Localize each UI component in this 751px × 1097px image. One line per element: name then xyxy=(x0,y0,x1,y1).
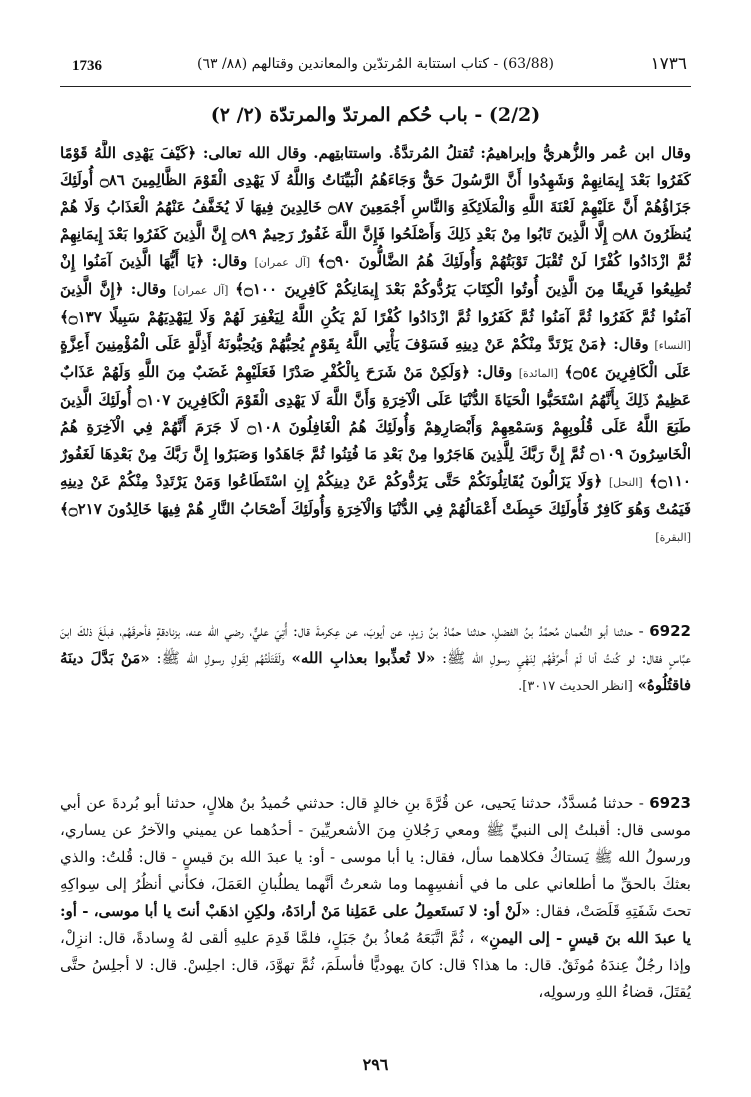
hadith-text: ، ثُمَّ اتَّبَعَهُ مُعاذُ بنُ جَبَلٍ، فلمَّا قَدِمَ عليهِ ألقى لهُ وِسادةً، قال: انزِلْ، وإذا رجُلٌ عِندَهُ مُوثَقٌ. قال: ما هذا؟ قال: كانَ يهوديًّا فأسلَمَ، ثُمَّ تهوَّدَ، قال: اجلِسْ. قال: لا أجلِسُ حتَّى يُقتَلَ، قضاءُ اللهِ ورسولِه، xyxy=(60,929,691,1001)
hadith-number: 6923 xyxy=(649,794,691,812)
intro-paragraph-5: وقال: ﴿وَلَكِنْ مَنْ شَرَحَ بِالْكُفْرِ صَدْرًا فَعَلَيْهِمْ غَضَبٌ مِنَ اللَّهِ وَلَهُمْ عَذَابٌ عَظِيمٌ ذَلِكَ بِأَنَّهُمُ اسْتَحَبُّوا الْحَيَاةَ الدُّنْيَا عَلَى الْآخِرَةِ وَأَنَّ اللَّهَ لَا يَهْدِى الْقَوْمَ الْكَافِرِينَ ۝١٠٧ أُولَئِكَ الَّذِينَ طَبَعَ اللَّهُ عَلَى قُلُوبِهِمْ وَسَمْعِهِمْ وَأَبْصَارِهِمْ وَأُولَئِكَ هُمُ الْغَافِلُونَ ۝١٠٨ لَا جَرَمَ أَنَّهُمْ فِي الْآخِرَةِ هُمُ الْخَاسِرُونَ ۝١٠٩ ثُمَّ إِنَّ رَبَّكَ لِلَّذِينَ هَاجَرُوا مِنْ بَعْدِ مَا فُتِنُوا ثُمَّ جَاهَدُوا وَصَبَرُوا إِنَّ رَبَّكَ مِنْ بَعْدِهَا لَغَفُورٌ ۝١١٠﴾ xyxy=(60,363,691,490)
quran-reference: [المائدة] xyxy=(518,367,559,380)
intro-paragraph-1: وقال ابن عُمر والزُّهريُّ وإبراهيمُ: تُقتلُ المُرتدَّةُ. واستتابتِهم. وقال الله تعالى: ﴿كَيْفَ يَهْدِى اللَّهُ قَوْمًا كَفَرُوا بَعْدَ إِيمَانِهِمْ وَشَهِدُوا أَنَّ الرَّسُولَ حَقٌّ وَجَاءَهُمُ الْبَيِّنَاتُ وَاللَّهُ لَا يَهْدِى الْقَوْمَ الظَّالِمِينَ ۝٨٦ أُولَئِكَ جَزَاؤُهُمْ أَنَّ عَلَيْهِمْ لَعْنَةَ اللَّهِ وَالْمَلَائِكَةِ وَالنَّاسِ أَجْمَعِينَ ۝٨٧ خَالِدِينَ فِيهَا لَا يُخَفَّفُ عَنْهُمُ الْعَذَابُ وَلَا هُمْ يُنظَرُونَ ۝٨٨ إِلَّا الَّذِينَ تَابُوا مِنْ بَعْدِ ذَلِكَ وَأَصْلَحُوا فَإِنَّ اللَّهَ غَفُورٌ رَحِيمٌ ۝٨٩ إِنَّ الَّذِينَ كَفَرُوا بَعْدَ إِيمَانِهِمْ ثُمَّ ازْدَادُوا كُفْرًا لَنْ تُقْبَلَ تَوْبَتُهُمْ وَأُولَئِكَ هُمُ الضَّالُّونَ ۝٩٠﴾ xyxy=(60,144,691,270)
running-header xyxy=(60,52,691,82)
chapter-intro xyxy=(60,140,691,610)
intro-paragraph-3: وقال: ﴿إِنَّ الَّذِينَ آمَنُوا ثُمَّ كَفَرُوا ثُمَّ آمَنُوا ثُمَّ كَفَرُوا ثُمَّ ازْدَادُوا كُفْرًا لَمْ يَكُنِ اللَّهُ لِيَغْفِرَ لَهُمْ وَلَا لِيَهْدِيَهُمْ سَبِيلًا ۝١٣٧﴾ xyxy=(60,280,691,326)
quran-reference: [آل عمران] xyxy=(173,284,229,297)
intro-paragraph-4: وقال: ﴿مَنْ يَرْتَدَّ مِنْكُمْ عَنْ دِينِهِ فَسَوْفَ يَأْتِي اللَّهُ بِقَوْمٍ يُحِبُّهُمْ وَيُحِبُّونَهُ أَذِلَّةٍ عَلَى الْمُؤْمِنِينَ أَعِزَّةٍ عَلَى الْكَافِرِينَ ۝٥٤﴾ xyxy=(60,335,691,381)
hadith-6922 xyxy=(60,618,691,770)
hadith-cross-reference: [انظر الحديث ٣٠١٧]. xyxy=(518,679,633,694)
intro-paragraph-2: وقال: ﴿يَا أَيُّهَا الَّذِينَ آمَنُوا إِنْ تُطِيعُوا فَرِيقًا مِنَ الَّذِينَ أُوتُوا الْكِتَابَ يَرُدُّوكُمْ بَعْدَ إِيمَانِكُمْ كَافِرِينَ ۝١٠٠﴾ xyxy=(60,252,691,298)
quran-reference: [النحل] xyxy=(608,476,643,489)
hadith-quote: «مَنْ بَدَّلَ دينَهُ فاقتُلُوهُ» xyxy=(60,649,691,694)
hadith-quote: «لَنْ أو: لا نَستَعمِلُ على عَمَلِنا مَنْ أرادَهُ، ولكِنِ اذهَبْ أنتَ يا أبا موسى، - أو: يا عبدَ الله بنَ قيسٍ - إلى اليمنِ» xyxy=(60,902,691,947)
running-title: (63/88) - كتاب استتابة المُرتدّين والمعاندين وقتالهم (٨٨/ ٦٣) xyxy=(196,56,555,72)
footer-page-number: ٢٩٦ xyxy=(362,1055,389,1074)
quran-reference: [البقرة] xyxy=(655,531,691,544)
page-number-arabic: ١٧٣٦ xyxy=(650,54,687,74)
hadith-text: - حدثنا مُسدَّدٌ، حدثنا يَحيى، عن قُرَّةَ بنِ خالدٍ قال: حدثني حُميدُ بنُ هلالٍ، حدثنا أبو بُردةَ عن أبي موسى قال: أقبلتُ إلى النبيِّ ﷺ ومعي رَجُلانِ مِنَ الأشعريِّينَ - أحدُهما عن يميني والآخرُ عن يساري، ورسولُ الله ﷺ يَستاكُ فكلاهما سأل، فقال: يا أبا موسى - أو: يا عبدَ الله بنَ قيسٍ - قال: قُلتُ: والذي بعثكَ بالحقِّ ما أطلعاني على ما في أنفسِهِما وما شعرتُ أنَّهما يطلُبانِ العَمَلَ، فكأني أنظُرُ إلى سِواكِهِ تحتَ شَفَتِهِ قَلَصَتْ، فقال: xyxy=(60,794,691,920)
quran-reference: [آل عمران] xyxy=(254,256,311,269)
header-divider xyxy=(60,86,691,87)
chapter-title: (2/2) - باب حُكم المرتدّ والمرتدّة (٢/ ٢) xyxy=(210,104,541,126)
quran-reference: [النساء] xyxy=(654,339,691,352)
hadith-number: 6922 xyxy=(649,622,691,640)
hadith-6923 xyxy=(60,790,691,1040)
hadith-text: - حدثنا أبو النُّعمان مُحمَّدُ بنُ الفضلِ، حدثنا حمَّادُ بنُ زيدٍ، عن أيوبَ، عن عِكرمةَ قال: أُتِيَ عليٌّ، رضي الله عنه، بزنادقةٍ فأحرقَهُم، فبلَغَ ذلكَ ابنَ عبَّاسٍ فقال: لو كُنتُ أنا لَمْ أُحرِّقْهُم لِنَهْيِ رسولِ الله ﷺ: xyxy=(60,622,691,667)
hadith-quote: «لا تُعذِّبوا بعذابِ الله» xyxy=(291,649,436,667)
page-number-latin: 1736 xyxy=(72,58,102,74)
hadith-text: ولَقَتَلْتُهُم لِقَولِ رسولِ الله ﷺ: xyxy=(156,649,285,667)
intro-paragraph-6: ﴿وَلَا يَزَالُونَ يُقَاتِلُونَكُمْ حَتَّى يَرُدُّوكُمْ عَنْ دِينِكُمْ إِنِ اسْتَطَاعُوا وَمَنْ يَرْتَدِدْ مِنْكُمْ عَنْ دِينِهِ فَيَمُتْ وَهُوَ كَافِرٌ فَأُولَئِكَ حَبِطَتْ أَعْمَالُهُمْ فِي الدُّنْيَا وَالْآخِرَةِ وَأُولَئِكَ أَصْحَابُ النَّارِ هُمْ فِيهَا خَالِدُونَ ۝٢١٧﴾ xyxy=(60,472,691,518)
